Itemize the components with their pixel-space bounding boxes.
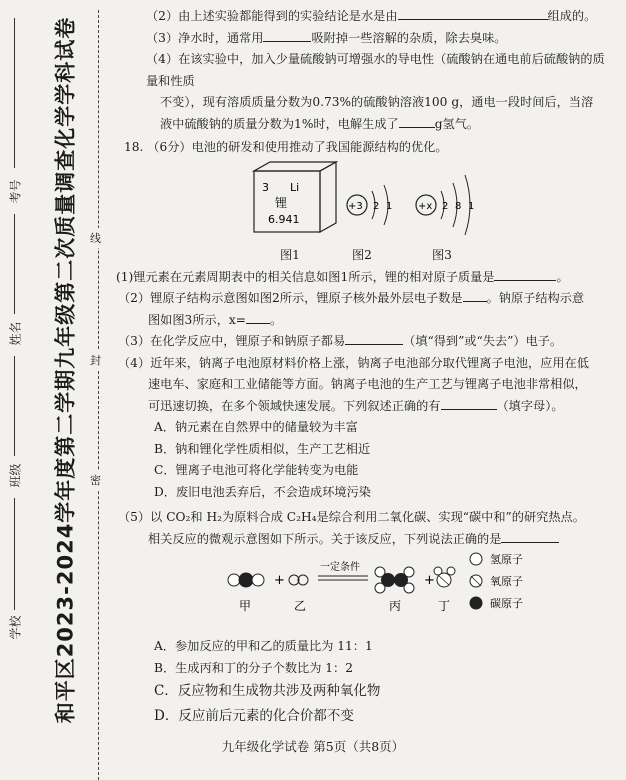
plus-sign-1: + (274, 573, 285, 588)
class-line (14, 356, 15, 456)
answer-blank[interactable] (345, 331, 403, 345)
reaction-condition: 一定条件 (320, 562, 360, 573)
exam-no-line (14, 18, 15, 168)
q18-sub3: （3）在化学反应中，锂原子和钠原子都易 （填“得到”或“失去”）电子。 (118, 331, 614, 353)
q18-sub2-line2: 图如图3所示，x= 。 (124, 310, 614, 332)
fig1-number: 3 (262, 180, 269, 194)
q18-sub1: (1)锂元素在元素周期表中的相关信息如图1所示，锂的相对原子质量是 。 (116, 267, 614, 289)
plus-sign-2: + (424, 573, 435, 588)
fig2-caption: 图2 (352, 247, 372, 262)
legend-oxygen: 氧原子 (490, 575, 523, 588)
answer-blank[interactable] (463, 288, 487, 302)
fold-mark-line: 线 (90, 228, 101, 248)
figures-svg (124, 161, 614, 245)
label-ding: 丁 (438, 599, 451, 613)
reaction-svg (124, 550, 614, 636)
q18-sub4-line3: 可迅速切换，在多个领域快速发展。下列叙述正确的有 （填字母）。 (124, 396, 614, 418)
atom-legend (470, 552, 524, 610)
q18-figures (124, 161, 614, 245)
q18-sub4-line2: 速电车、家庭和工业储能等方面。钠离子电池的生产工艺与锂离子电池非常相似， (148, 377, 587, 391)
fig3-nucleus: +x (418, 200, 433, 212)
binding-margin (0, 0, 108, 780)
fig2-nucleus: +3 (348, 200, 363, 212)
answer-blank[interactable] (501, 529, 559, 543)
reactant-co2-molecule (228, 573, 264, 587)
q18-sub5-option-a: A．参加反应的甲和乙的质量比为 11：1 (154, 639, 373, 653)
fig3-atom-structure (416, 175, 474, 235)
answer-blank[interactable] (398, 6, 548, 20)
q18-sub5: （5）以 CO₂和 H₂为原料合成 C₂H₄是综合利用二氧化碳、实现“碳中和”的研究热点。 (118, 510, 585, 524)
name-field: 姓名 (8, 320, 23, 346)
label-bing: 丙 (389, 599, 402, 613)
q18-sub5-line2: 相关反应的微观示意图如下所示。关于该反应，下列说法正确的是 (124, 529, 614, 551)
fig3-shell-3: 1 (468, 200, 475, 212)
q18-sub4-option-b: B．钠和锂化学性质相似，生产工艺相近 (154, 441, 371, 456)
school-field: 学校 (8, 614, 23, 640)
fig2-atom-structure (347, 185, 392, 225)
q18-sub2: （2）锂原子结构示意图如图2所示，锂原子核外最外层电子数是 。钠原子结构示意 (118, 288, 614, 310)
q18-sub5-option-c: C．反应物和生成物共涉及两种氧化物 (154, 683, 381, 699)
answer-blank[interactable] (441, 396, 497, 410)
fold-mark-seal: 封 (90, 350, 101, 370)
fig1-caption: 图1 (280, 247, 300, 262)
q18-sub4-option-d: D．废旧电池丢弃后，不会造成环境污染 (154, 484, 371, 499)
fig1-element-cube (254, 162, 336, 232)
exam-title-text: 和平区2023-2024学年度第二学期九年级第二次质量调查化学学科试卷 (53, 16, 78, 724)
reactant-h2-molecule (289, 575, 308, 585)
q17-item2: （2）由上述实验都能得到的实验结论是水是由 组成的。 (124, 6, 614, 28)
fig3-shell-2: 8 (455, 200, 462, 212)
class-field: 班级 (8, 462, 23, 488)
product-h2o-molecule (434, 567, 455, 587)
page-footer: 九年级化学试卷 第5页（共8页） (221, 739, 405, 754)
fig1-name: 锂 (275, 195, 288, 210)
q17-item4-line2: 不变），现有溶质质量分数为0.73%的硫酸钠溶液100 g，通电一段时间后，当溶 (160, 95, 594, 109)
q18-sub4-option-c: C．锂离子电池可将化学能转变为电能 (154, 463, 359, 477)
legend-hydrogen: 氢原子 (490, 553, 523, 566)
q18-sub4: （4）近年来，钠离子电池原材料价格上涨，钠离子电池部分取代锂离子电池，应用在低 (118, 355, 589, 370)
q18-sub5-option-d: D．反应前后元素的化合价都不变 (154, 708, 354, 724)
answer-blank[interactable] (399, 114, 435, 128)
fig3-caption: 图3 (432, 247, 452, 262)
legend-carbon: 碳原子 (490, 597, 523, 610)
fig3-shell-1: 2 (442, 200, 449, 212)
answer-blank[interactable] (494, 267, 556, 281)
exam-no-field: 考号 (8, 178, 23, 204)
reaction-diagram (124, 550, 614, 636)
answer-blank[interactable] (263, 28, 311, 42)
q17-item4: （4）在该实验中，加入少量硫酸钠可增强水的导电性（硫酸钠在通电前后硫酸钠的质量和性质 (146, 52, 605, 88)
school-line (14, 498, 15, 610)
question-content (116, 6, 614, 729)
label-yi: 乙 (294, 599, 307, 613)
figure-captions (124, 245, 614, 267)
q18-sub4-option-a: A．钠元素在自然界中的储量较为丰富 (154, 420, 358, 434)
fig1-mass: 6.941 (268, 212, 300, 226)
answer-blank[interactable] (246, 310, 270, 324)
fig2-shell-1: 2 (373, 200, 380, 212)
q17-item3: （3）净水时，通常用 吸附掉一些溶解的杂质，除去臭味。 (124, 28, 614, 50)
q18-sub5-option-b: B．生成丙和丁的分子个数比为 1：2 (154, 660, 353, 675)
q17-item4-line3: 液中硫酸钠的质量分数为1%时，电解生成了 g氢气。 (124, 114, 614, 136)
fold-mark-secret: 密 (90, 470, 101, 490)
q18-stem: 18. （6分）电池的研发和使用推动了我国能源结构的优化。 (124, 140, 448, 154)
fig2-shell-2: 1 (386, 200, 393, 212)
product-c2h4-molecule (375, 567, 414, 593)
name-line (14, 214, 15, 314)
fold-line (98, 10, 99, 780)
label-jia: 甲 (239, 599, 252, 613)
fig1-symbol: Li (290, 180, 300, 194)
exam-title-vertical (44, 16, 84, 724)
